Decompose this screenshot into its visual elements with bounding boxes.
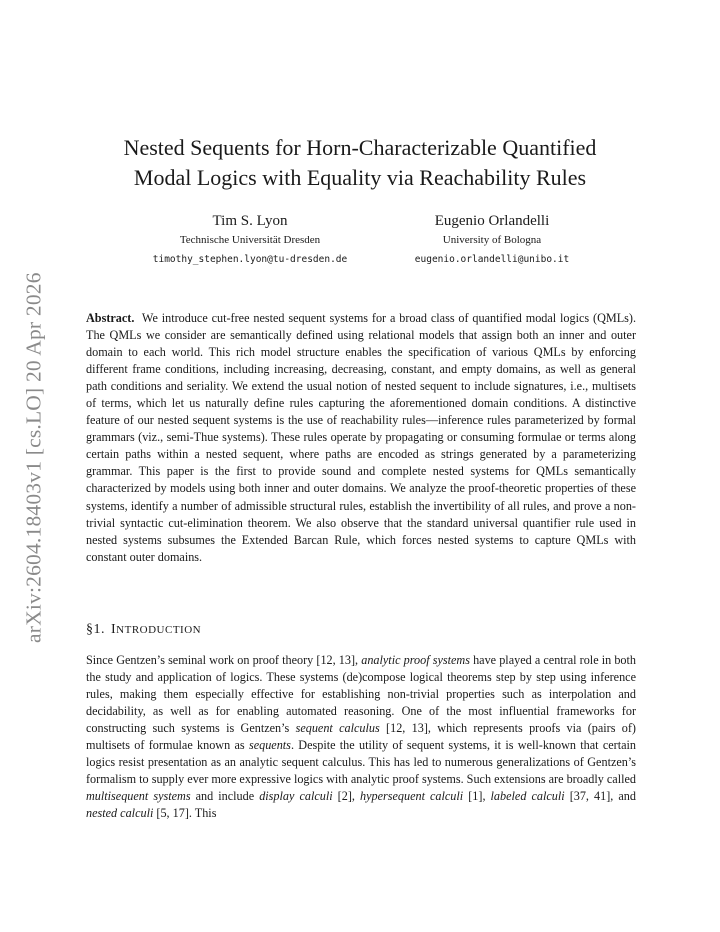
author-email: eugenio.orlandelli@unibo.it <box>414 254 570 265</box>
intro-text: have played a central role in both the study and application of logics. These systems (de)compose logical theorems step by step using inference rules, making them especially effective for establishing non-trivial properties such as interpolation and decidability, as well as for enabling automated reasoning. One of the most influential frameworks for constructing such systems is Gentzen’s <box>86 653 637 736</box>
intro-emphasis: analytic proof systems <box>361 653 470 667</box>
intro-text: and include <box>190 789 260 804</box>
abstract <box>86 310 636 566</box>
title-line-1: Nested Sequents for Horn-Characterizable Quantified <box>123 135 597 160</box>
section-title-initial: I <box>111 622 117 637</box>
intro-text: [1], <box>463 789 491 804</box>
author-affiliation: University of Bologna <box>442 234 542 246</box>
intro-emphasis: sequent calculus <box>295 721 380 736</box>
title-line-2: Modal Logics with Equality via Reachability Rules <box>133 165 587 190</box>
author-email: timothy_stephen.lyon@tu-dresden.de <box>152 254 348 265</box>
author-name: Eugenio Orlandelli <box>434 213 550 229</box>
intro-emphasis: nested calculi <box>86 806 154 821</box>
intro-text: [37, 41], and <box>564 789 636 804</box>
intro-emphasis: display calculi <box>259 789 333 804</box>
section-number: §1. <box>86 622 105 637</box>
intro-text: [12, 13], which represents proofs via (pairs of) multisets of formulae known as <box>86 721 636 753</box>
author-block-2 <box>352 211 632 271</box>
intro-emphasis: hypersequent calculi <box>359 789 464 804</box>
section-heading-introduction <box>86 620 201 640</box>
abstract-label: Abstract. <box>86 311 135 325</box>
introduction-paragraph <box>86 652 636 822</box>
intro-text: . Despite the utility of sequent systems, it is well-known that certain logics resist presentation as an analytic sequent calculus. This has led to numerous generalizations of Gentzen’s formalism to supply ever more expressive logics with analytic proof systems. Such extensions are broadly called <box>86 738 637 787</box>
intro-emphasis: sequents <box>248 738 291 753</box>
paper-title <box>60 133 660 193</box>
author-affiliation: Technische Universität Dresden <box>179 234 321 246</box>
intro-text: Since Gentzen’s seminal work on proof theory [12, 13], <box>86 653 362 667</box>
section-title-rest: NTRODUCTION <box>116 624 202 636</box>
intro-text: [2], <box>332 789 360 804</box>
author-name: Tim S. Lyon <box>212 213 288 229</box>
author-block-1 <box>110 211 390 271</box>
intro-emphasis: multisequent systems <box>86 789 191 804</box>
intro-emphasis: labeled calculi <box>490 789 565 804</box>
intro-text: [5, 17]. This <box>153 806 217 821</box>
arxiv-identifier: arXiv:2604.18403v1 [cs.LO] 20 Apr 2026 <box>21 272 46 644</box>
abstract-text: We introduce cut-free nested sequent systems for a broad class of quantified modal logics (QMLs). The QMLs we consider are semantically defined using relational models that assign both an inner and outer domain to each world. This rich model structure enables the specification of various QMLs by enforcing different frame conditions, including increasing, decreasing, constant, and empty domains, as well as general path conditions and seriality. We extend the usual notion of nested sequent to include signatures, i.e., multisets of terms, which let us naturally define rules capturing the aforementioned domain conditions. A distinctive feature of our nested sequent systems is the use of reachability rules—inference rules parameterized by formal grammars (viz., semi-Thue systems). These rules operate by propagating or consuming formulae or terms along certain paths within a nested sequent, where paths are encoded as strings generated by a parameterizing grammar. This paper is the first to provide sound and complete nested systems for QMLs semantically characterized by models using both inner and outer domains. We analyze the proof-theoretic properties of these systems, identify a number of admissible structural rules, establish the invertibility of all rules, and prove a non-trivial syntactic cut-elimination theorem. We also observe that the standard universal quantifier rule used in nested systems subsumes the Extended Barcan Rule, which forces nested systems to capture QMLs with constant outer domains. <box>86 311 637 564</box>
